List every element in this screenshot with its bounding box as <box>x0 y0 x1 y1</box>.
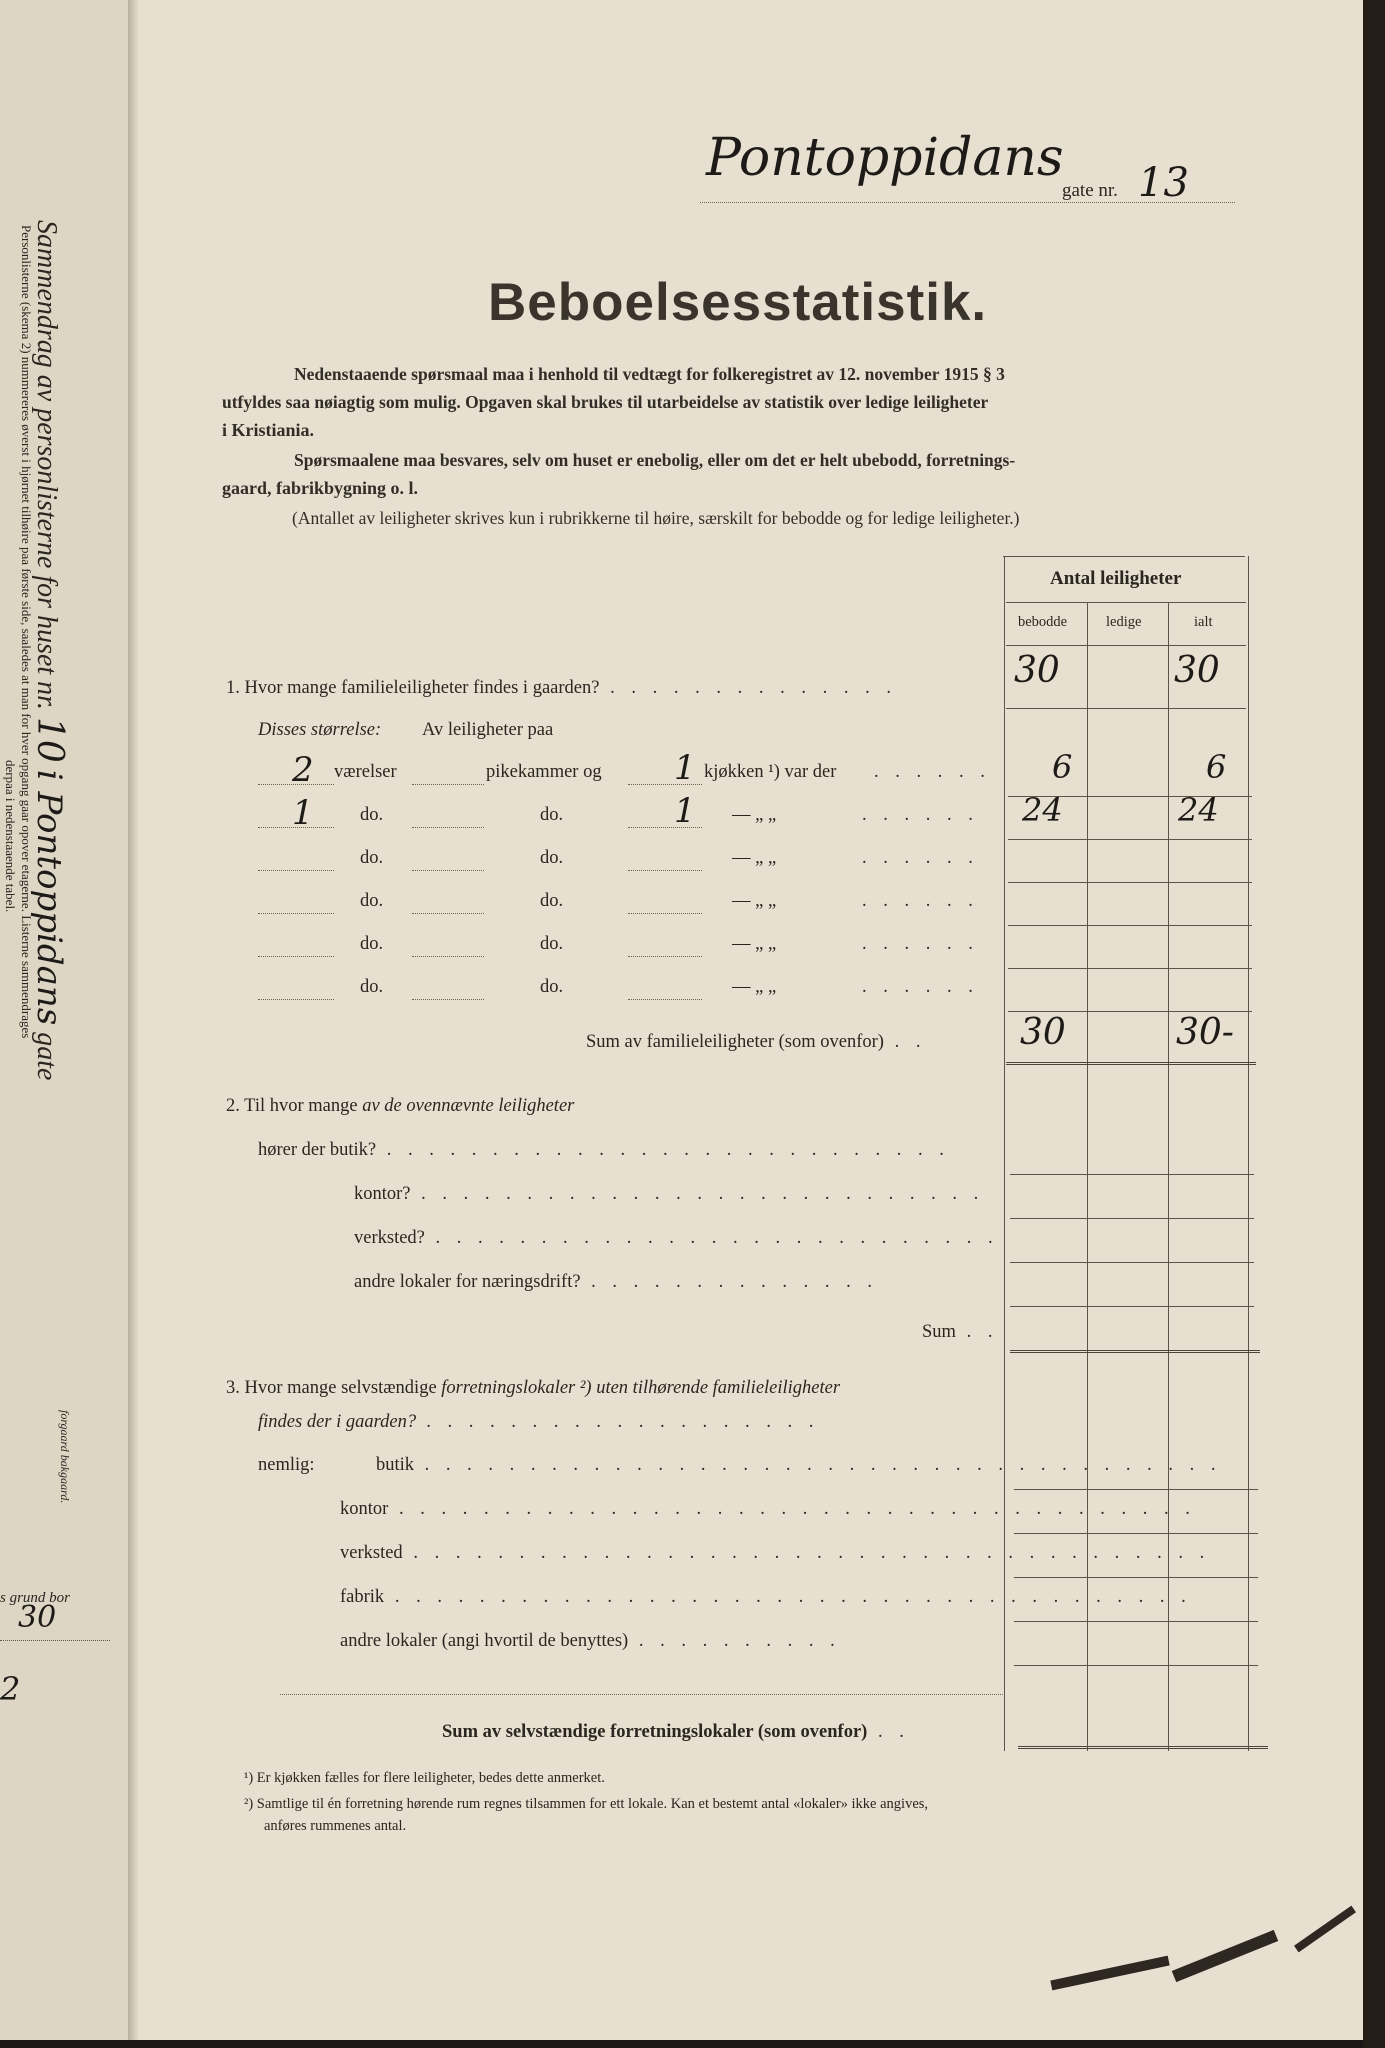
rooms-col-c: kjøkken ¹) var der <box>704 762 837 782</box>
row-line <box>1008 968 1252 969</box>
row-line <box>1010 1306 1254 1307</box>
table-group-header: Antal leiligheter <box>1050 568 1182 589</box>
flap-grund-value: 30 <box>18 1600 57 1635</box>
rooms-col-a: do. <box>360 848 384 868</box>
leader-dots: . . . . . . <box>862 805 979 825</box>
flap-sub-text-2: derpaa i nedenstaaende tabel. <box>3 760 18 913</box>
q3-item <box>340 1543 1210 1564</box>
pike-line <box>412 999 484 1000</box>
row-line <box>1008 839 1252 840</box>
q2-label: 2. Til hvor mange av de ovennævnte leiligheter <box>226 1096 575 1116</box>
footnote-3: anføres rummenes antal. <box>264 1818 407 1834</box>
q2-item-label: kontor? <box>354 1184 411 1204</box>
row-line <box>1008 925 1252 926</box>
pike-line <box>412 956 484 957</box>
q1-bebodde: 30 <box>1014 650 1060 691</box>
row-line <box>1014 1533 1258 1534</box>
q3-item <box>376 1455 1222 1476</box>
rooms-col-c: — „ „ <box>732 934 777 954</box>
q2-item <box>354 1184 984 1205</box>
rooms-col-c: — „ „ <box>732 891 777 911</box>
q3-label: 3. Hvor mange selvstændige forretningslokaler ²) uten tilhørende familieleiligheter <box>226 1378 841 1398</box>
row-line <box>1010 1218 1254 1219</box>
col-header-ialt: ialt <box>1194 614 1213 630</box>
flap-vertical-title: Sammendrag av personlisterne for huset nr. 10 i Pontoppidans gate <box>29 220 70 1081</box>
q1-size-sub: Av leiligheter paa <box>422 720 554 740</box>
q2-item-label: verksted? <box>354 1228 425 1248</box>
leader-dots: . . . . . . . . . . . . . . . . . . . . . . . . . . . <box>376 1140 950 1160</box>
kitchen-line <box>628 956 702 957</box>
q2-item <box>354 1272 878 1293</box>
intro-line-3: i Kristiania. <box>222 420 315 440</box>
rooms-value: 2 <box>292 750 314 790</box>
rooms-col-a: do. <box>360 977 384 997</box>
q2-item <box>258 1140 950 1161</box>
pike-line <box>412 784 484 785</box>
flap-handwritten-nr: 10 <box>29 716 70 763</box>
pike-line <box>412 827 484 828</box>
q3-item-label: butik <box>376 1455 415 1475</box>
q2-sum: Sum . . <box>922 1322 999 1342</box>
rooms-col-a: do. <box>360 891 384 911</box>
row-bebodde: 6 <box>1052 748 1073 786</box>
rooms-line <box>258 999 334 1000</box>
kitchen-line <box>628 870 702 871</box>
rooms-col-c: — „ „ <box>732 805 777 825</box>
footnote-1: ¹) Er kjøkken fælles for flere leiligheter, bedes dette anmerket. <box>244 1770 605 1786</box>
q1-sum-bebodde: 30 <box>1020 1012 1066 1053</box>
leader-dots: . . . . . . <box>862 934 979 954</box>
q2-item <box>354 1228 999 1249</box>
leader-dots: . . . . . . <box>862 848 979 868</box>
row-line <box>1014 1665 1258 1666</box>
leader-dots: . . . . . . <box>862 891 979 911</box>
leader-dots: . . . . . . <box>862 977 979 997</box>
leader-dots: . . . . . . . . . . . . . . . . . . . . . . . . . . . . . . . . . . . . . . <box>414 1455 1222 1475</box>
rooms-line <box>258 956 334 957</box>
kitchen-line <box>628 913 702 914</box>
row-line <box>1010 1174 1254 1175</box>
gate-nr-label: gate nr. <box>1062 180 1118 201</box>
row-bebodde: 24 <box>1022 791 1063 829</box>
leader-dots: . . . . . . . . . . <box>628 1631 841 1651</box>
rooms-col-b: do. <box>540 848 564 868</box>
house-number-handwritten: 13 <box>1138 160 1189 206</box>
q3-item-label: fabrik <box>340 1587 385 1607</box>
intro-line-1: Nedenstaaende spørsmaal maa i henhold til vedtægt for folkeregistret av 12. november 1915 § 3 <box>294 364 1005 384</box>
col-header-ledige: ledige <box>1106 614 1142 630</box>
row-ialt: 24 <box>1178 791 1219 829</box>
leader-dots: . . . . . . . . . . . . . . . . . . . . . . . . . . . <box>424 1228 999 1248</box>
q3-item-label: verksted <box>340 1543 403 1563</box>
q3-prefix: nemlig: <box>258 1455 315 1475</box>
leader-dots: . . . . . . . . . . . . . . . . . . . . . . . . . . . . . . . . . . . . . . <box>384 1587 1192 1607</box>
leader-dots: . . . . . . . . . . . . . . . . . . . . . . . . . . . . . . . . . . . . . . <box>388 1499 1196 1519</box>
flap-forgaard: forgaard bakgaard. <box>58 1410 72 1504</box>
q3-item <box>340 1499 1196 1520</box>
leader-dots: . . . . . . . . . . . . . . <box>580 1272 879 1292</box>
row-line <box>1014 1621 1258 1622</box>
q3-sum-label: Sum av selvstændige forretningslokaler (som ovenfor) . . <box>442 1722 910 1742</box>
flap-mark: 2 <box>0 1670 21 1708</box>
rooms-col-c: — „ „ <box>732 848 777 868</box>
rooms-col-b: do. <box>540 805 564 825</box>
intro-line-2: utfyldes saa nøiagtig som mulig. Opgaven skal brukes til utarbeidelse av statistik over ledige leiligheter <box>222 392 989 412</box>
rooms-col-b: do. <box>540 891 564 911</box>
rooms-col-b: do. <box>540 977 564 997</box>
left-flap <box>0 0 130 2040</box>
q2-item-label: andre lokaler for næringsdrift? <box>354 1272 581 1292</box>
q3-item-label: andre lokaler (angi hvortil de benyttes) <box>340 1631 629 1651</box>
leader-dots: . . . . . . <box>874 762 991 782</box>
col-header-bebodde: bebodde <box>1018 614 1068 630</box>
kitchen-value: 1 <box>674 748 696 788</box>
rooms-col-b: pikekammer og <box>486 762 602 782</box>
flap-sub-text-1: Personlisterne (skema 2) nummereres øverst i hjørnet tilhøire paa første side, saaledes at man for hver opgang gaar opover etagerne. Listerne sammendrages <box>19 225 34 1039</box>
footnote-2: ²) Samtlige til én forretning hørende rum regnes tilsammen for ett lokale. Kan et bestemt antal «lokaler» ikke angives, <box>244 1796 929 1812</box>
pike-line <box>412 870 484 871</box>
q1-label: 1. Hvor mange familieleiligheter findes i gaarden? . . . . . . . . . . . . . . <box>226 678 897 698</box>
rooms-col-b: do. <box>540 934 564 954</box>
rooms-line <box>258 870 334 871</box>
page-fold <box>128 0 138 2040</box>
intro-line-4: Spørsmaalene maa besvares, selv om huset er enebolig, eller om det er helt ubebodd, forretnings- <box>294 450 1016 470</box>
page-title: Beboelsesstatistik. <box>488 273 988 332</box>
pike-line <box>412 913 484 914</box>
background-edge <box>1363 0 1385 2048</box>
q3-item <box>340 1631 841 1652</box>
q3-item-label: kontor <box>340 1499 389 1519</box>
kitchen-value: 1 <box>674 791 696 831</box>
q1-sum-label: Sum av familieleiligheter (som ovenfor) . . <box>586 1032 927 1052</box>
flap-grund-label: s grund bor <box>0 1590 71 1606</box>
rooms-col-a: værelser <box>334 762 397 782</box>
rooms-value: 1 <box>292 793 314 833</box>
q1-sum-ialt: 30- <box>1176 1012 1234 1053</box>
kitchen-line <box>628 999 702 1000</box>
intro-line-6: (Antallet av leiligheter skrives kun i rubrikkerne til høire, særskilt for bebodde og for ledige leiligheter.) <box>292 508 1020 528</box>
q3-item <box>340 1587 1192 1608</box>
leader-dots: . . . . . . . . . . . . . . . . . . . . . . . . . . . . . . . . . . . . . . <box>402 1543 1211 1563</box>
leader-dots: . . . . . . . . . . . . . . . . . . . . . . . . . . . <box>410 1184 985 1204</box>
street-name-handwritten: Pontoppidans <box>706 128 1064 188</box>
row-line <box>1014 1489 1258 1490</box>
rooms-col-c: — „ „ <box>732 977 777 997</box>
q1-ialt: 30 <box>1174 650 1220 691</box>
row-line <box>1008 882 1252 883</box>
row-line <box>1014 1577 1258 1578</box>
rooms-line <box>258 913 334 914</box>
intro-line-5: gaard, fabrikbygning o. l. <box>222 478 419 498</box>
flap-handwritten-street: i Pontoppidans <box>29 769 69 1026</box>
rooms-col-a: do. <box>360 805 384 825</box>
rooms-col-a: do. <box>360 934 384 954</box>
q3-label-2: findes der i gaarden? . . . . . . . . . . . . . . . . . . . <box>258 1412 820 1432</box>
q1-size-label: Disses størrelse: <box>258 720 382 740</box>
q2-item-label: hører der butik? <box>258 1140 377 1160</box>
row-line <box>1010 1262 1254 1263</box>
row-ialt: 6 <box>1206 748 1227 786</box>
